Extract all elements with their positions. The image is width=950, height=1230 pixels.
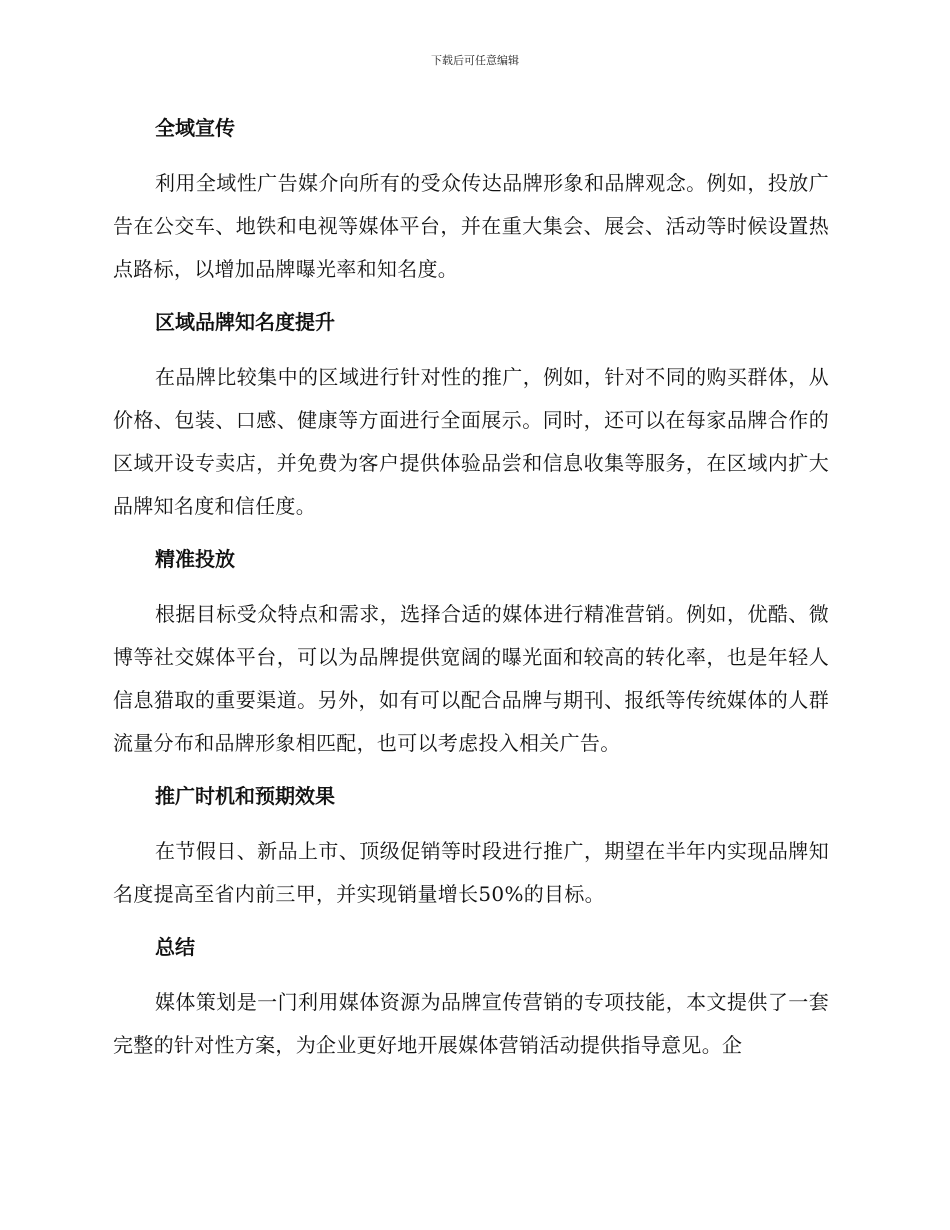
section-heading-precise-targeting: 精准投放 — [155, 547, 235, 571]
section-heading-global-promotion: 全域宣传 — [155, 116, 235, 140]
section-heading-regional-awareness: 区域品牌知名度提升 — [155, 310, 335, 334]
section-heading-summary: 总结 — [155, 935, 195, 959]
page-header: 下载后可任意编辑 — [431, 54, 519, 67]
section-heading-timing-and-effect: 推广时机和预期效果 — [155, 784, 335, 808]
section-paragraph-summary: 媒体策划是一门利用媒体资源为品牌宣传营销的专项技能，本文提供了一套完整的针对性方案，为企业更好地开展媒体营销活动提供指导意见。企 — [113, 990, 829, 1057]
section-paragraph-precise-targeting: 根据目标受众特点和需求，选择合适的媒体进行精准营销。例如，优酷、微博等社交媒体平台，可以为品牌提供宽阔的曝光面和较高的转化率，也是年轻人信息猎取的重要渠道。另外，如有可以配合品牌与期刊、报纸等传统媒体的人群流量分布和品牌形象相匹配，也可以考虑投入相关广告。 — [113, 602, 829, 755]
section-paragraph-regional-awareness: 在品牌比较集中的区域进行针对性的推广，例如，针对不同的购买群体，从价格、包装、口感、健康等方面进行全面展示。同时，还可以在每家品牌合作的区域开设专卖店，并免费为客户提供体验品尝和信息收集等服务，在区域内扩大品牌知名度和信任度。 — [113, 365, 829, 518]
section-paragraph-timing-and-effect: 在节假日、新品上市、顶级促销等时段进行推广，期望在半年内实现品牌知名度提高至省内前三甲，并实现销量增长50%的目标。 — [113, 839, 829, 906]
section-paragraph-global-promotion: 利用全域性广告媒介向所有的受众传达品牌形象和品牌观念。例如，投放广告在公交车、地铁和电视等媒体平台，并在重大集会、展会、活动等时候设置热点路标，以增加品牌曝光率和知名度。 — [113, 171, 829, 281]
document-body — [113, 108, 829, 1078]
